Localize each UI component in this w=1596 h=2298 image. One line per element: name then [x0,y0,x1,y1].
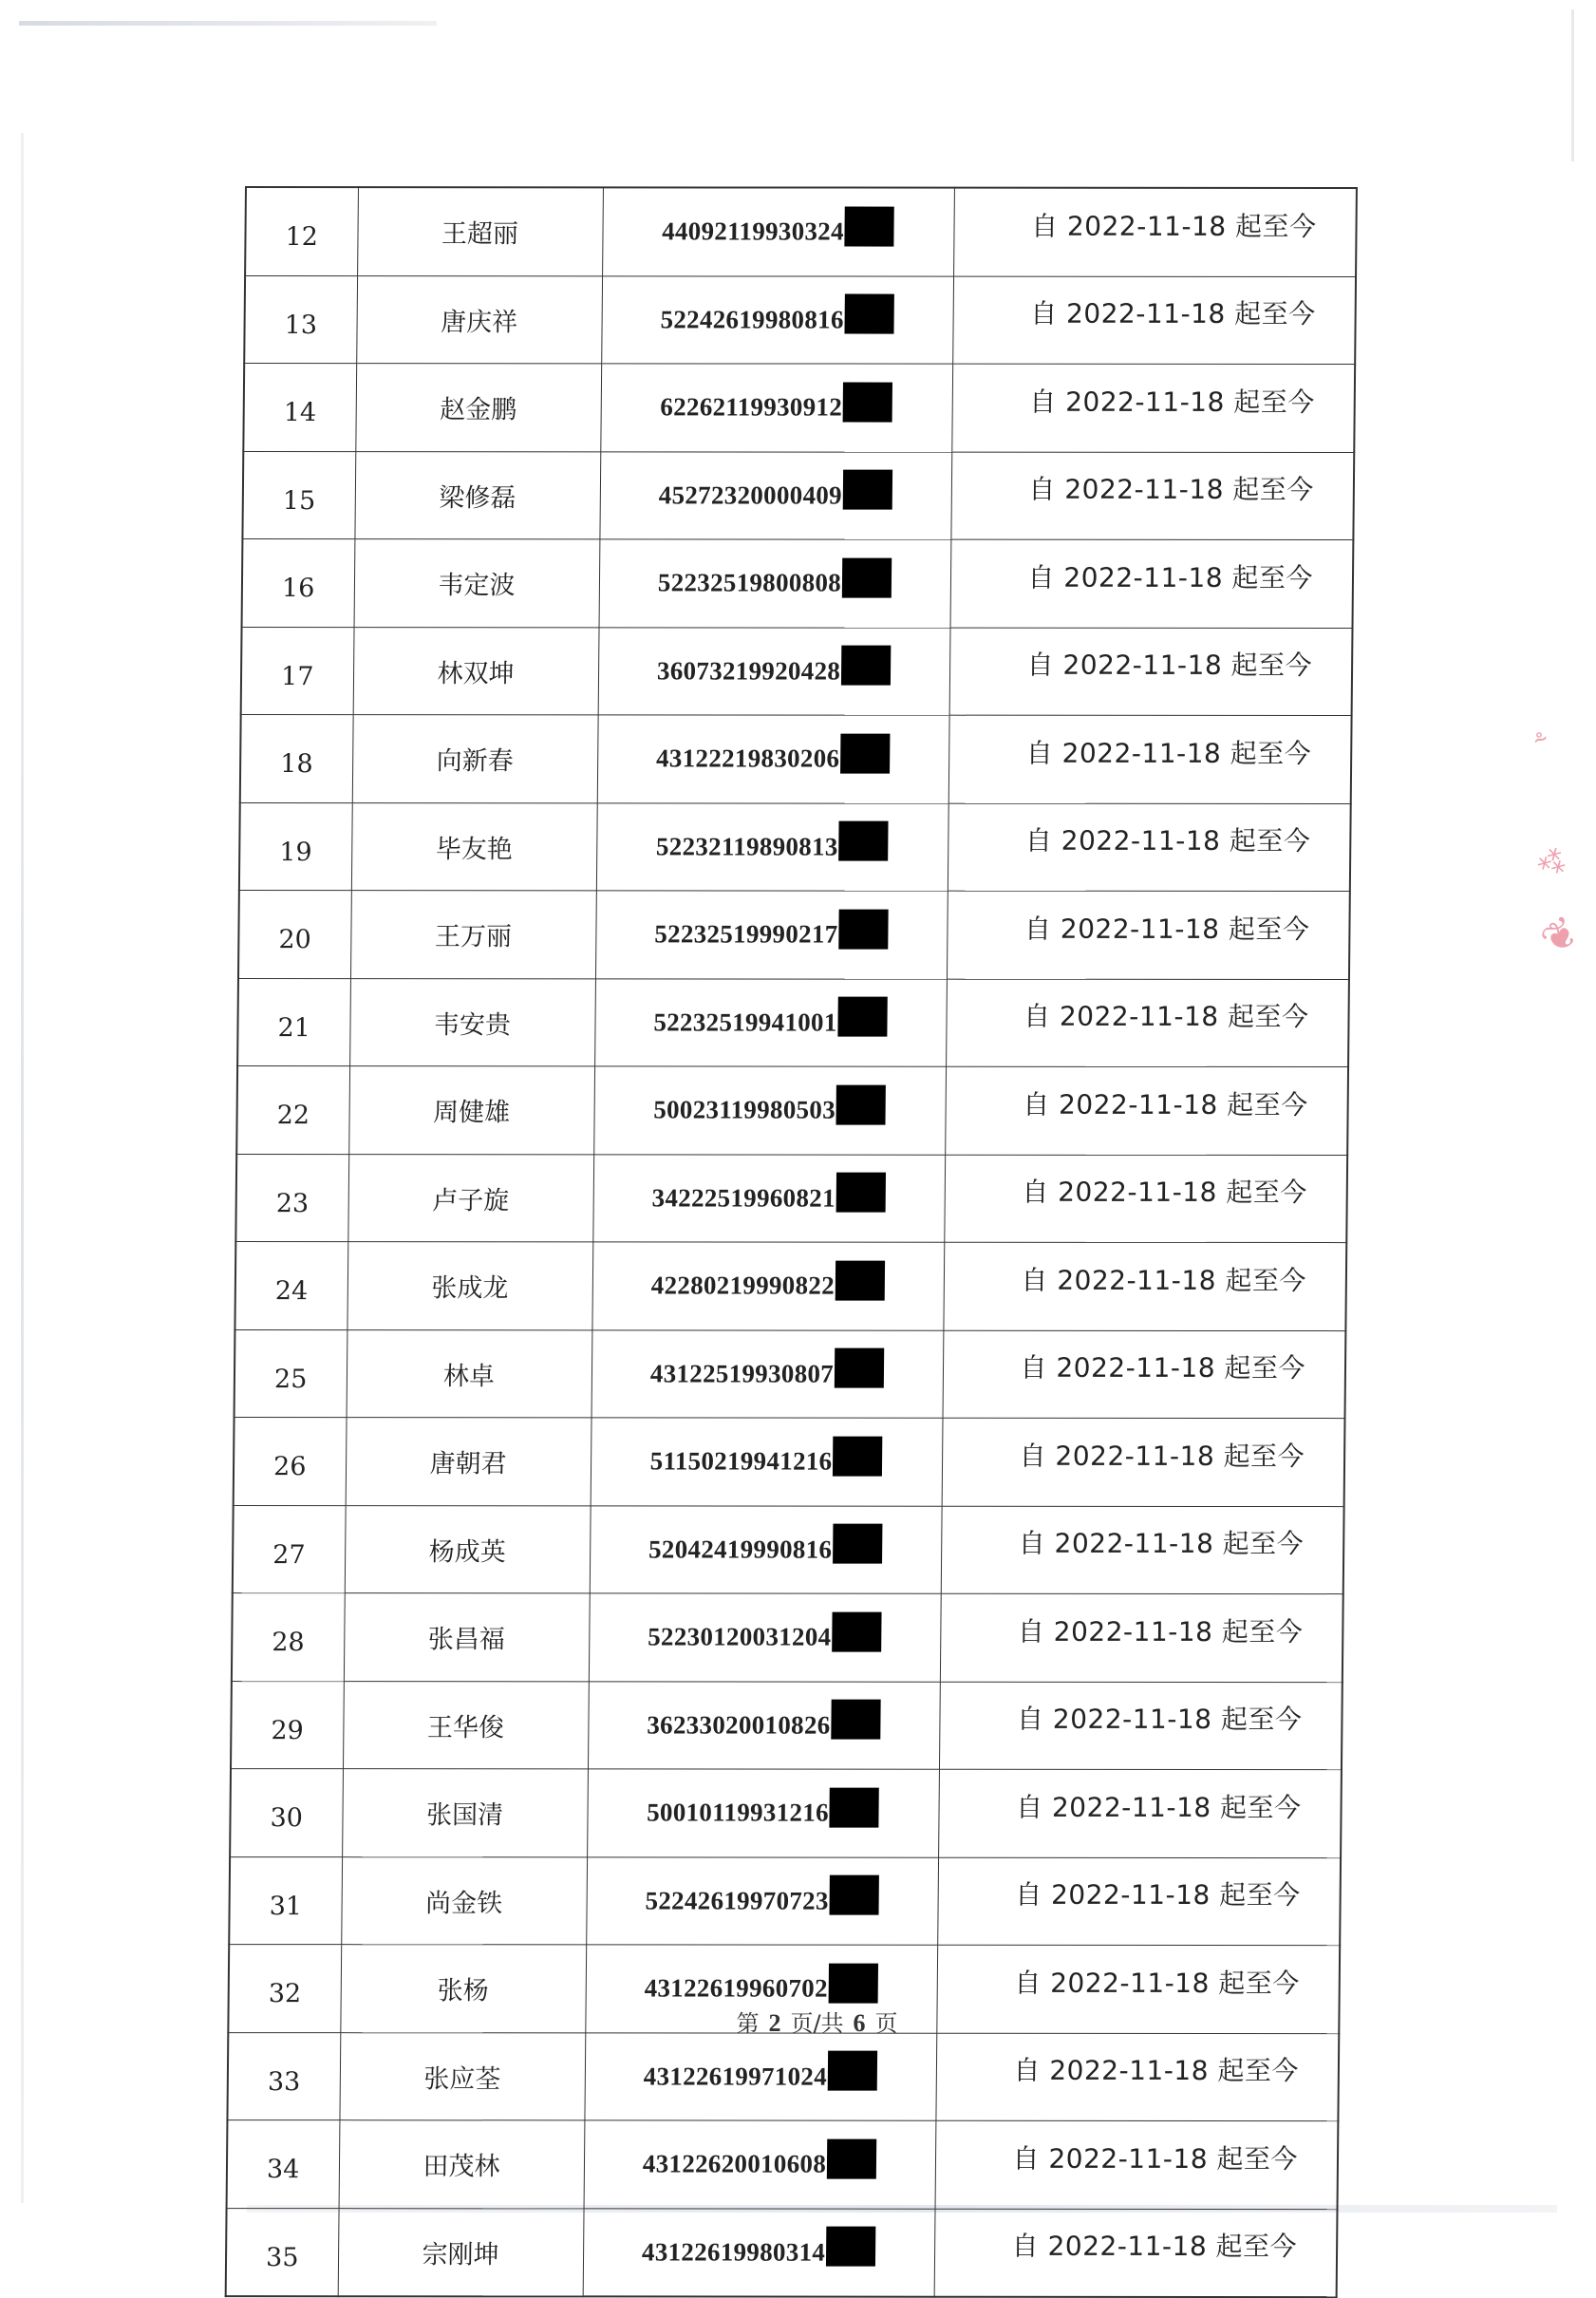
row-number-cell: 19 [239,802,352,891]
row-number-cell: 22 [236,1066,349,1155]
row-number-cell: 17 [241,627,354,715]
table-row [245,187,1357,276]
row-number-cell: 28 [232,1593,345,1682]
row-number-cell: 35 [226,2208,339,2296]
redaction-block [832,1611,881,1651]
id-number-wrap [653,1003,888,1043]
employment-period-cell: 自 2022-11-18 起至今 [936,1945,1340,2033]
employment-period-cell: 自 2022-11-18 起至今 [945,1066,1348,1155]
seal-fragment-mark: ⁂ [1533,841,1571,882]
id-number-wrap [656,827,889,867]
id-number-prefix: 43122519930807 [649,1359,835,1388]
scan-edge-top [19,21,437,26]
employment-period-cell: 自 2022-11-18 起至今 [943,1242,1346,1330]
person-name-cell: 张成龙 [347,1242,592,1330]
id-number-wrap [647,1793,879,1833]
id-number-wrap [660,300,894,340]
id-number-cell [602,187,954,275]
id-number-wrap [648,1617,882,1657]
table-row [226,2208,1338,2297]
table-row [235,1242,1346,1331]
table-row [242,451,1354,540]
id-number-cell [586,1856,938,1945]
roster-table [225,186,1358,2298]
row-number-cell: 15 [242,451,355,539]
id-number-cell [589,1593,941,1682]
employment-period-cell: 自 2022-11-18 起至今 [941,1506,1344,1594]
employment-period-cell: 自 2022-11-18 起至今 [938,1769,1342,1857]
id-number-wrap [658,563,892,603]
page-footer [0,2005,1596,2038]
table-row [231,1681,1343,1770]
redaction-block [836,1260,885,1300]
employment-period-cell: 自 2022-11-18 起至今 [950,452,1354,540]
id-number-wrap [644,1968,878,2008]
id-number-wrap [662,212,894,252]
table-row [236,1066,1348,1156]
id-number-cell [594,978,947,1066]
table-row [243,364,1355,453]
employment-period-cell: 自 2022-11-18 起至今 [942,1418,1345,1506]
id-number-wrap [643,2144,877,2184]
table-row [238,891,1350,980]
table-row [230,1769,1342,1858]
table-row [229,1856,1341,1946]
row-number-cell: 34 [227,2120,340,2209]
employment-period-cell: 自 2022-11-18 起至今 [940,1593,1343,1682]
footer-middle: 页/共 [790,2010,844,2037]
redaction-block [835,1348,884,1388]
employment-period-cell: 自 2022-11-18 起至今 [950,539,1354,628]
id-number-wrap [660,387,892,427]
id-number-prefix: 51150219941216 [649,1446,833,1476]
row-number-cell: 20 [238,891,351,979]
employment-period-cell: 自 2022-11-18 起至今 [952,276,1356,365]
roster-table-container [225,186,1356,2298]
table-row [235,1329,1346,1419]
person-name-cell: 宗刚坤 [338,2208,584,2296]
id-number-cell [593,1066,946,1155]
person-name-cell: 毕友艳 [351,802,597,891]
id-number-cell [596,802,948,891]
id-number-prefix: 52232519941001 [653,1008,837,1037]
person-name-cell: 周健雄 [348,1066,594,1155]
scan-edge-right [1571,9,1574,161]
redaction-block [831,1700,880,1740]
row-number-cell: 27 [233,1505,346,1593]
id-number-prefix: 50010119931216 [647,1798,830,1827]
id-number-wrap [651,1266,886,1306]
footer-current-page: 2 [768,2009,781,2037]
table-row [240,715,1352,804]
id-number-prefix: 43122619960702 [644,1973,828,2003]
row-number-cell: 14 [243,364,356,452]
row-number-cell: 23 [235,1154,348,1242]
id-number-cell [599,451,951,539]
employment-period-cell: 自 2022-11-18 起至今 [944,1155,1347,1243]
roster-table-body [226,187,1357,2297]
footer-total-pages: 6 [853,2009,866,2037]
redaction-block [833,1436,882,1476]
id-number-prefix: 50023119980503 [653,1095,836,1124]
employment-period-cell: 自 2022-11-18 起至今 [953,188,1357,276]
id-number-cell [584,2032,936,2120]
row-number-cell: 16 [242,539,355,628]
employment-period-cell: 自 2022-11-18 起至今 [943,1330,1346,1419]
person-name-cell: 唐庆祥 [356,275,602,364]
row-number-cell: 25 [235,1329,347,1418]
footer-suffix: 页 [874,2010,898,2037]
id-number-prefix: 52232119890813 [655,832,838,861]
id-number-wrap [648,1530,883,1570]
id-number-cell [595,891,948,979]
id-number-cell [590,1505,942,1593]
person-name-cell: 向新春 [352,715,598,803]
table-row [237,978,1349,1067]
id-number-prefix: 44092119930324 [662,217,845,246]
person-name-cell: 赵金鹏 [355,364,601,452]
row-number-cell: 12 [245,187,358,275]
person-name-cell: 林卓 [347,1329,592,1418]
person-name-cell: 王华俊 [343,1681,589,1769]
employment-period-cell: 自 2022-11-18 起至今 [951,364,1355,452]
redaction-block [842,557,892,597]
id-number-prefix: 62262119930912 [660,392,843,422]
row-number-cell: 21 [237,978,350,1066]
table-row [242,539,1354,629]
id-number-wrap [657,651,892,691]
row-number-cell: 31 [229,1856,342,1945]
seal-fragment-mark: ❦ [1531,906,1589,966]
id-number-prefix: 45272320000409 [658,480,843,510]
employment-period-cell: 自 2022-11-18 起至今 [948,715,1352,803]
employment-period-cell: 自 2022-11-18 起至今 [935,2120,1339,2209]
id-number-wrap [645,1881,879,1921]
redaction-block [836,1084,886,1124]
id-number-cell [587,1769,939,1857]
id-number-prefix: 52232519800808 [657,568,842,597]
person-name-cell: 张应荃 [339,2032,585,2120]
person-name-cell: 林双坤 [353,627,599,715]
redaction-block [828,2051,877,2091]
redaction-block [837,997,887,1037]
row-number-cell: 29 [231,1681,344,1769]
redaction-block [839,821,889,861]
id-number-cell [588,1681,940,1769]
redaction-block [840,733,890,773]
person-name-cell: 梁修磊 [354,451,600,539]
person-name-cell: 王万丽 [350,891,596,979]
id-number-prefix: 43122619980314 [641,2237,826,2267]
id-number-wrap [647,1705,881,1745]
table-row [232,1593,1343,1683]
id-number-prefix: 43122619971024 [643,2062,828,2091]
employment-period-cell: 自 2022-11-18 起至今 [946,979,1349,1067]
id-number-wrap [653,1090,886,1130]
redaction-block [833,1524,882,1564]
redaction-block [829,1963,878,2003]
person-name-cell: 韦安贵 [349,978,595,1066]
id-number-prefix: 52242619970723 [645,1886,829,1915]
row-number-cell: 13 [244,275,357,364]
person-name-cell: 杨成英 [345,1505,591,1593]
table-row [233,1505,1344,1594]
seal-fragment-mark: ⸛ [1530,725,1553,757]
table-row [241,627,1353,716]
id-number-cell [591,1242,944,1330]
id-number-cell [592,1154,945,1242]
id-number-wrap [650,1354,885,1394]
employment-period-cell: 自 2022-11-18 起至今 [948,803,1351,892]
redaction-block [841,646,891,686]
id-number-cell [583,2208,935,2296]
id-number-wrap [651,1178,886,1218]
redaction-block [843,382,892,422]
id-number-cell [591,1418,943,1506]
id-number-prefix: 42280219990822 [650,1271,836,1300]
row-number-cell: 26 [234,1418,347,1506]
person-name-cell: 王超丽 [357,187,603,275]
redaction-block [838,909,888,949]
id-number-wrap [654,914,889,954]
row-number-cell: 32 [228,1945,341,2033]
id-number-wrap [644,2057,878,2097]
person-name-cell: 田茂林 [339,2120,585,2209]
person-name-cell: 张国清 [342,1769,588,1857]
scan-edge-left [21,133,24,2203]
id-number-cell [601,275,953,364]
id-number-wrap [642,2232,876,2272]
footer-prefix: 第 [736,2010,760,2037]
id-number-cell [598,627,950,715]
row-number-cell: 24 [235,1242,347,1330]
id-number-wrap [656,739,891,779]
redaction-block [830,1875,879,1915]
redaction-block [830,1787,879,1827]
id-number-prefix: 43122219830206 [655,744,840,773]
id-number-cell [597,715,949,803]
person-name-cell: 韦定波 [354,539,600,628]
table-row [234,1418,1345,1507]
id-number-cell [584,2120,936,2209]
id-number-cell [591,1329,944,1418]
table-row [227,2032,1339,2121]
table-row [244,275,1356,365]
table-row [239,802,1351,892]
redaction-block [845,206,894,246]
employment-period-cell: 自 2022-11-18 起至今 [947,891,1350,979]
id-number-prefix: 52232519990217 [654,919,838,949]
person-name-cell: 张昌福 [344,1593,590,1682]
id-number-cell [600,364,952,452]
redaction-block [845,294,894,334]
id-number-wrap [659,476,893,516]
redaction-block [826,2227,875,2267]
row-number-cell: 33 [227,2032,340,2120]
row-number-cell: 30 [230,1769,343,1857]
id-number-prefix: 36233020010826 [647,1710,831,1740]
employment-period-cell: 自 2022-11-18 起至今 [934,2209,1338,2297]
id-number-prefix: 43122620010608 [642,2149,827,2178]
redaction-block [836,1173,886,1213]
id-number-prefix: 34222519960821 [651,1183,836,1213]
person-name-cell: 尚金铁 [341,1856,587,1945]
id-number-cell [599,539,951,628]
person-name-cell: 张杨 [340,1945,586,2033]
id-number-prefix: 36073219920428 [656,656,841,686]
row-number-cell: 18 [240,715,353,803]
person-name-cell: 卢子旋 [347,1154,593,1242]
employment-period-cell: 自 2022-11-18 起至今 [939,1682,1343,1770]
employment-period-cell: 自 2022-11-18 起至今 [935,2033,1339,2121]
table-row [235,1154,1347,1243]
redaction-block [843,470,892,510]
redaction-block [827,2138,876,2178]
id-number-prefix: 52230120031204 [648,1622,832,1651]
employment-period-cell: 自 2022-11-18 起至今 [949,628,1353,716]
id-number-wrap [650,1441,883,1481]
table-row [227,2120,1339,2210]
id-number-prefix: 52042419990816 [648,1535,833,1564]
employment-period-cell: 自 2022-11-18 起至今 [937,1857,1341,1946]
person-name-cell: 唐朝君 [346,1418,591,1506]
id-number-prefix: 52242619980816 [660,305,844,334]
